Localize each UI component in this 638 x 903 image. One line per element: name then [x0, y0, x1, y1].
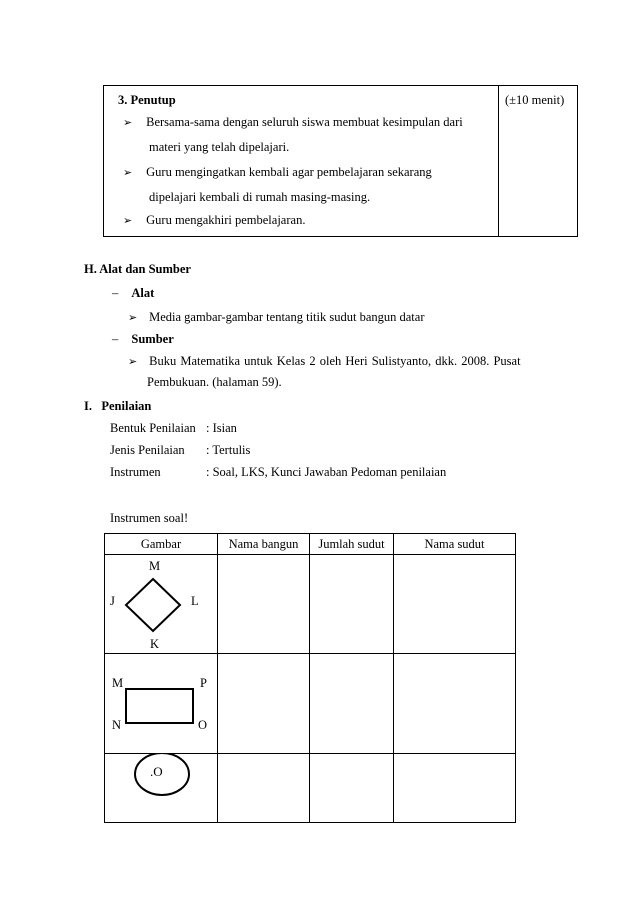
alat-label: Alat	[131, 286, 155, 300]
closing-bullet-3	[123, 213, 305, 228]
header-nama-sudut: Nama sudut	[394, 534, 516, 555]
table-row	[105, 754, 516, 823]
closing-content-cell	[104, 86, 499, 237]
sumber-label-row	[112, 332, 174, 347]
vertex-label-left: J	[110, 594, 115, 608]
table-header-row	[105, 534, 516, 555]
answer-cell[interactable]	[310, 555, 394, 654]
section-h-heading: H. Alat dan Sumber	[84, 262, 191, 276]
alat-item-text: Media gambar-gambar tentang titik sudut bangun datar	[149, 310, 425, 324]
sumber-label: Sumber	[131, 332, 174, 346]
answer-cell[interactable]	[394, 654, 516, 754]
answer-cell[interactable]	[394, 754, 516, 823]
rectangle-shape	[105, 654, 217, 753]
answer-cell[interactable]	[310, 754, 394, 823]
closing-time: (±10 menit)	[505, 93, 565, 107]
sumber-item	[128, 354, 521, 369]
section-i-heading: I. Penilaian	[84, 399, 152, 413]
vertex-label-top-right: P	[200, 676, 207, 690]
closing-bullet-1	[123, 115, 463, 130]
header-nama-bangun: Nama bangun	[218, 534, 310, 555]
table-row	[105, 555, 516, 654]
closing-bullet-2-cont: dipelajari kembali di rumah masing-masing.	[149, 190, 371, 204]
instrument-title: Instrumen soal!	[110, 511, 189, 525]
closing-bullet-text: Guru mengakhiri pembelajaran.	[146, 213, 306, 227]
vertex-label-bottom-left: N	[112, 718, 122, 732]
assessment-value-form: : Isian	[206, 421, 237, 435]
arrow-bullet-icon: ➢	[128, 356, 138, 368]
assessment-label: Instrumen	[110, 465, 161, 479]
sumber-line-2: Pembukuan. (halaman 59).	[147, 375, 282, 389]
assessment-label: Jenis Penilaian	[110, 443, 185, 457]
answer-cell[interactable]	[310, 654, 394, 754]
closing-time-cell	[499, 86, 578, 237]
vertex-label-bottom-right: O	[198, 718, 208, 732]
dash-icon: –	[112, 286, 119, 300]
closing-bullet-text: Bersama-sama dengan seluruh siswa membuat kesimpulan dari	[146, 115, 463, 129]
answer-cell[interactable]	[218, 555, 310, 654]
rhombus-cell	[105, 555, 218, 654]
dash-icon: –	[112, 332, 119, 346]
rhombus-shape	[105, 555, 217, 653]
answer-cell[interactable]	[218, 754, 310, 823]
answer-cell[interactable]	[218, 654, 310, 754]
assessment-label: Bentuk Penilaian	[110, 421, 196, 435]
closing-bullet-text: Guru mengingatkan kembali agar pembelajaran sekarang	[146, 165, 432, 179]
closing-table	[103, 85, 578, 237]
arrow-bullet-icon: ➢	[123, 117, 133, 129]
answer-cell[interactable]	[394, 555, 516, 654]
sumber-line-1: Buku Matematika untuk Kelas 2 oleh Heri Sulistyanto, dkk. 2008. Pusat	[149, 354, 521, 368]
closing-heading: 3. Penutup	[118, 93, 176, 107]
circle-center-label: .O	[150, 764, 163, 779]
header-gambar: Gambar	[105, 534, 218, 555]
arrow-bullet-icon: ➢	[128, 312, 138, 324]
circle-cell	[105, 754, 218, 823]
vertex-label-top-left: M	[112, 676, 124, 690]
arrow-bullet-icon: ➢	[123, 215, 133, 227]
instrument-table	[104, 533, 516, 823]
vertex-label-top: M	[149, 559, 161, 573]
alat-label-row	[112, 286, 154, 301]
assessment-value-type: : Tertulis	[206, 443, 251, 457]
arrow-bullet-icon: ➢	[123, 167, 133, 179]
assessment-row-instrument	[110, 465, 161, 480]
assessment-row-form	[110, 421, 196, 436]
header-jumlah-sudut: Jumlah sudut	[310, 534, 394, 555]
assessment-value-instrument: : Soal, LKS, Kunci Jawaban Pedoman penilaian	[206, 465, 447, 479]
assessment-row-type	[110, 443, 185, 458]
vertex-label-right: L	[191, 594, 199, 608]
closing-bullet-1-cont: materi yang telah dipelajari.	[149, 140, 290, 154]
rectangle-cell	[105, 654, 218, 754]
table-row	[105, 654, 516, 754]
vertex-label-bottom: K	[150, 637, 160, 651]
closing-bullet-2	[123, 165, 432, 180]
alat-item	[128, 310, 425, 325]
